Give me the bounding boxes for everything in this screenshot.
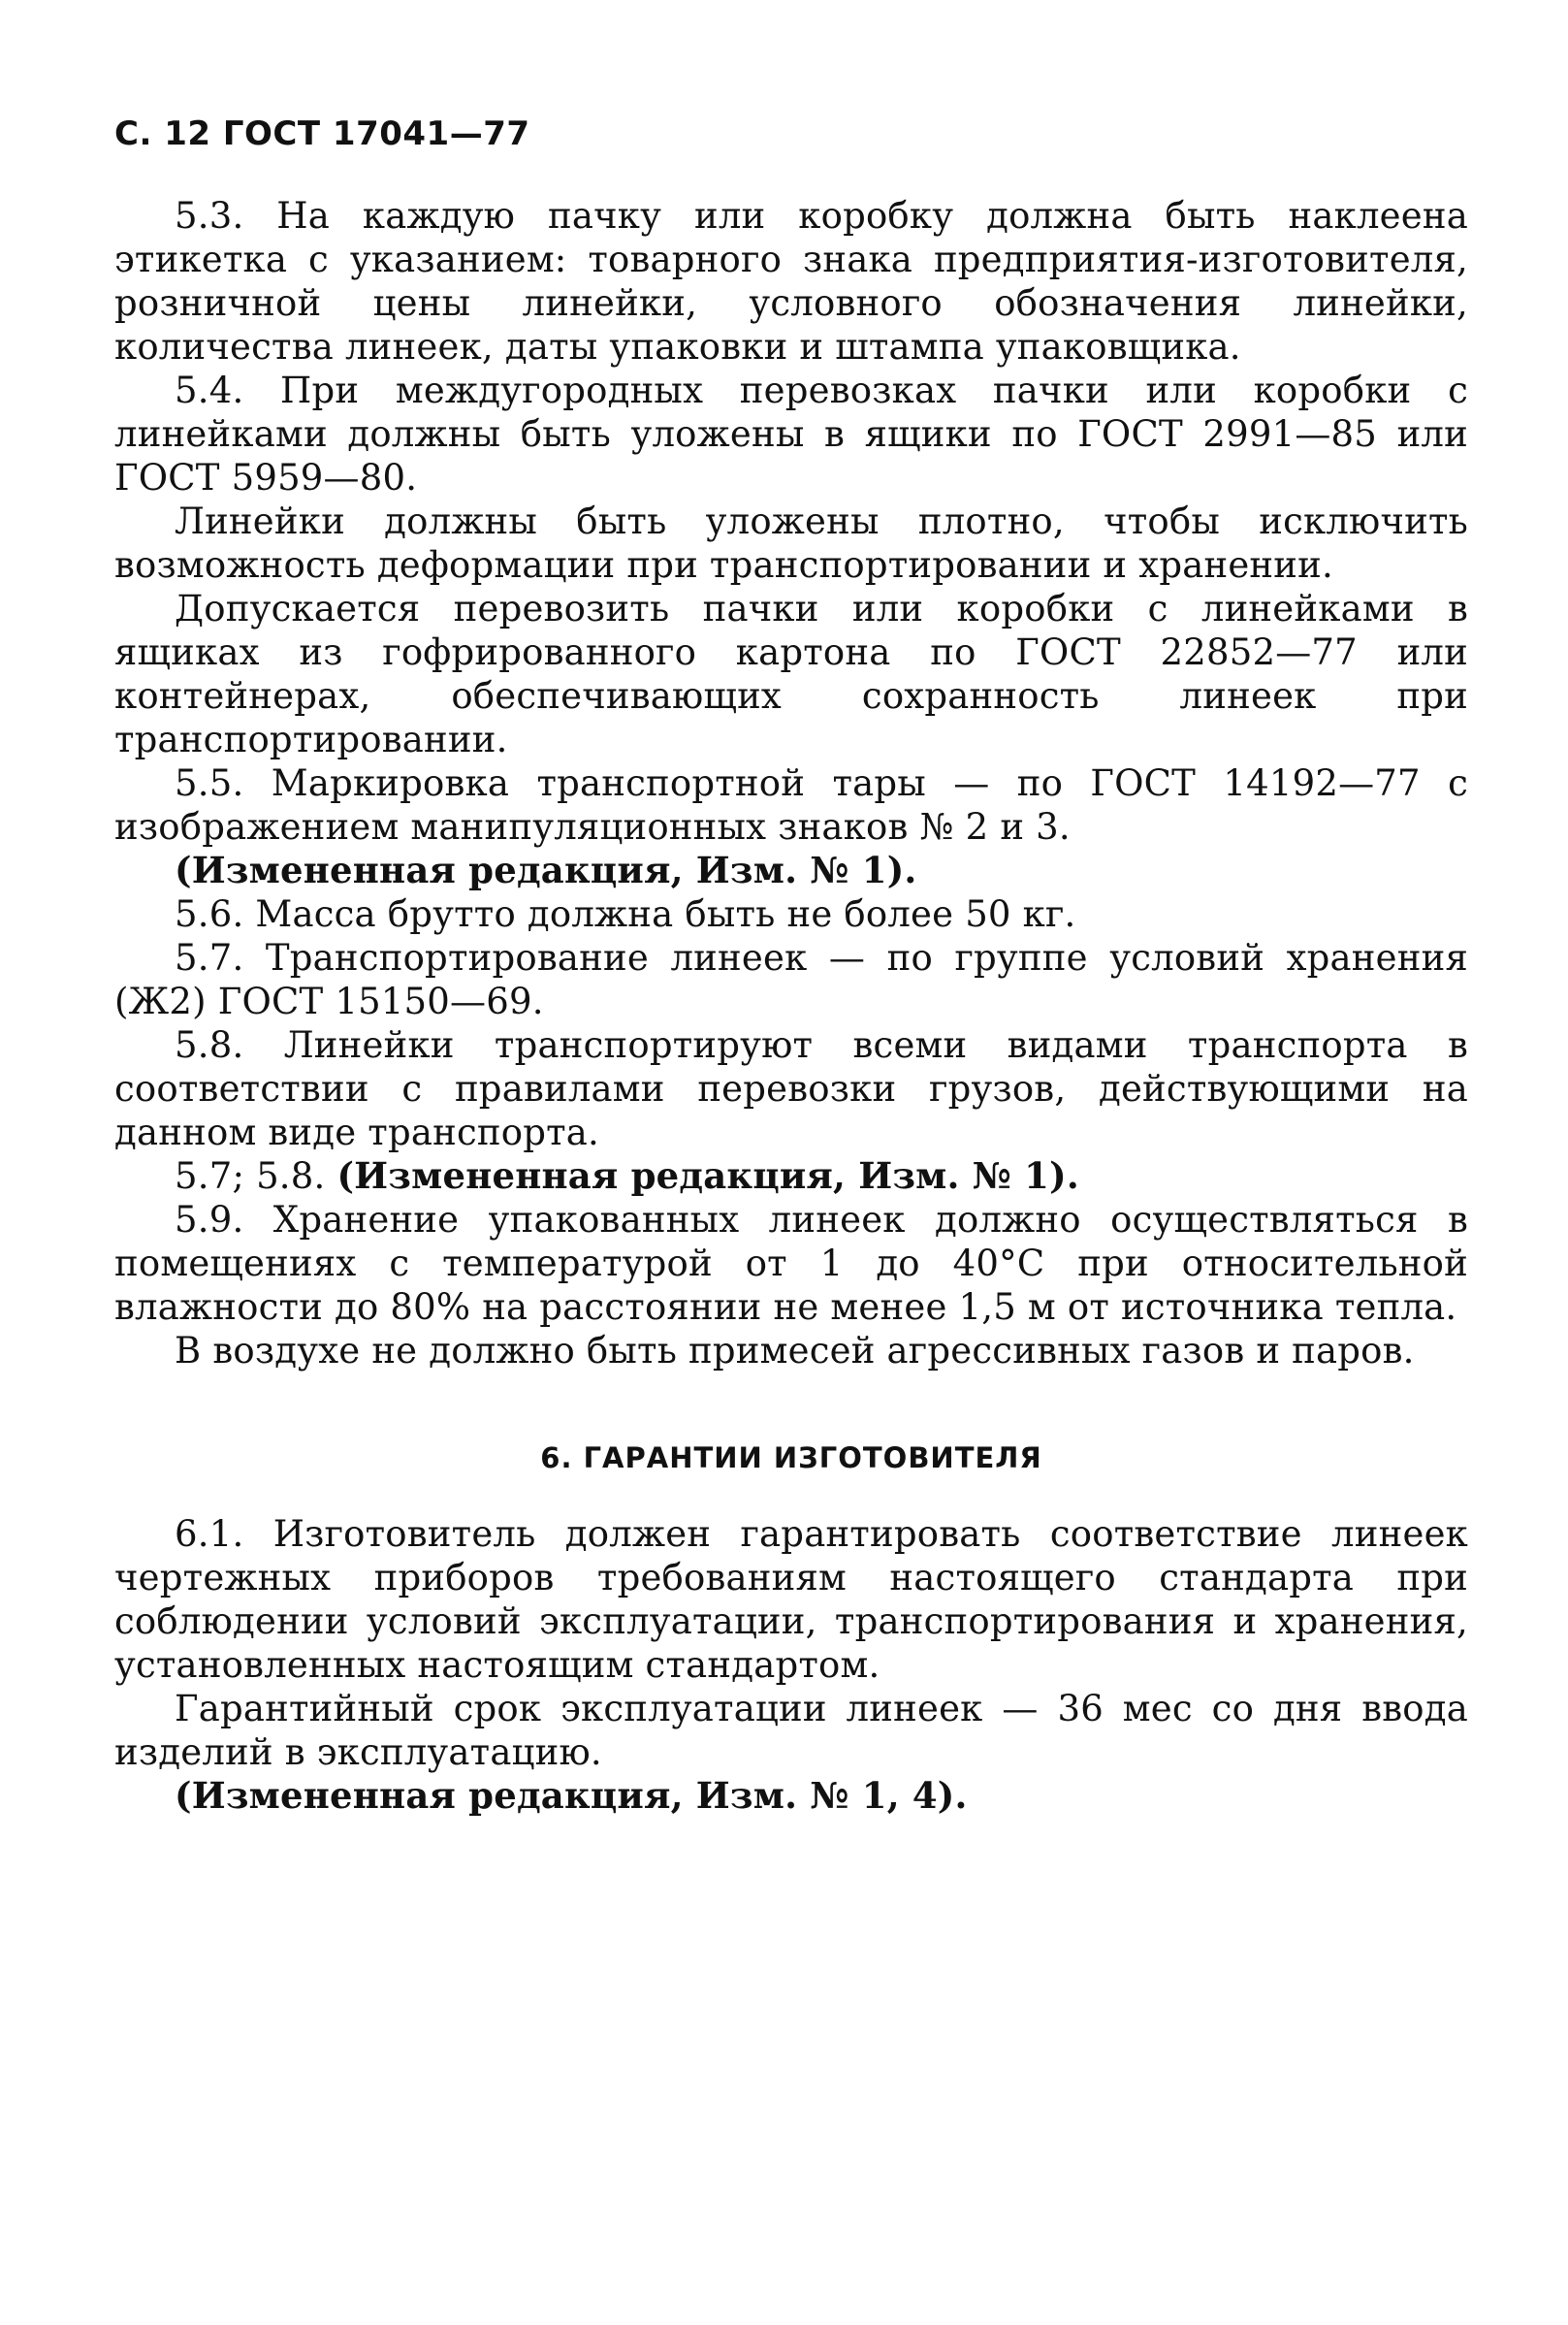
document-body [114, 194, 1468, 1818]
paragraph-5-4-containers: Допускается перевозить пачки или коробки с линейками в ящиках из гофрированного картона по ГОСТ 22852—77 или контейнерах, обеспечивающих сохранность линеек при транспортировании. [114, 588, 1468, 760]
paragraph-5-7: 5.7. Транспортирование линеек — по группе условий хранения (Ж2) ГОСТ 15150—69. [114, 937, 1468, 1022]
page-header: С. 12 ГОСТ 17041—77 [114, 114, 530, 153]
paragraph-6-1-warranty: Гарантийный срок эксплуатации линеек — 36 мес со дня ввода изделий в эксплуатацию. [114, 1688, 1468, 1773]
paragraph-5-9: 5.9. Хранение упакованных линеек должно осуществляться в помещениях с температурой от 1 до 40°С при относительной влажности до 80% на расстоянии не менее 1,5 м от источника тепла. [114, 1199, 1468, 1328]
paragraph-5-5: 5.5. Маркировка транспортной тары — по ГОСТ 14192—77 с изображением манипуляционных знаков № 2 и 3. [114, 762, 1468, 848]
section-title-6: 6. ГАРАНТИИ ИЗГОТОВИТЕЛЯ [540, 1441, 1042, 1474]
paragraph-5-9-air: В воздухе не должно быть примесей агрессивных газов и паров. [175, 1330, 1415, 1372]
paragraph-5-8: 5.8. Линейки транспортируют всеми видами транспорта в соответствии с правилами перевозки грузов, действующими на данном виде транспорта. [114, 1024, 1468, 1153]
amendment-note-1: (Измененная редакция, Изм. № 1). [175, 849, 917, 891]
paragraph-5-4-packing: Линейки должны быть уложены плотно, чтобы исключить возможность деформации при транспортировании и хранении. [114, 501, 1468, 586]
paragraph-5-6: 5.6. Масса брутто должна быть не более 50 кг. [175, 893, 1076, 935]
amendment-note-2 [114, 1154, 1468, 1198]
amendment-note-3: (Измененная редакция, Изм. № 1, 4). [175, 1774, 968, 1817]
paragraph-6-1: 6.1. Изготовитель должен гарантировать соответствие линеек чертежных приборов требованиям настоящего стандарта при соблюдении условий эксплуатации, транспортирования и хранения, установленных настоящим стандартом. [114, 1513, 1468, 1686]
paragraph-5-3: 5.3. На каждую пачку или коробку должна быть наклеена этикетка с указанием: товарного знака предприятия-изготовителя, розничной цены линейки, условного обозначения линейки, количества линеек, даты упаковки и штампа упаковщика. [114, 195, 1468, 368]
amendment-note-2-text: (Измененная редакция, Изм. № 1). [336, 1154, 1079, 1197]
paragraph-5-4: 5.4. При междугородных перевозках пачки или коробки с линейками должны быть уложены в ящики по ГОСТ 2991—85 или ГОСТ 5959—80. [114, 370, 1468, 499]
amendment-note-2-ref: 5.7; 5.8. [175, 1155, 337, 1197]
